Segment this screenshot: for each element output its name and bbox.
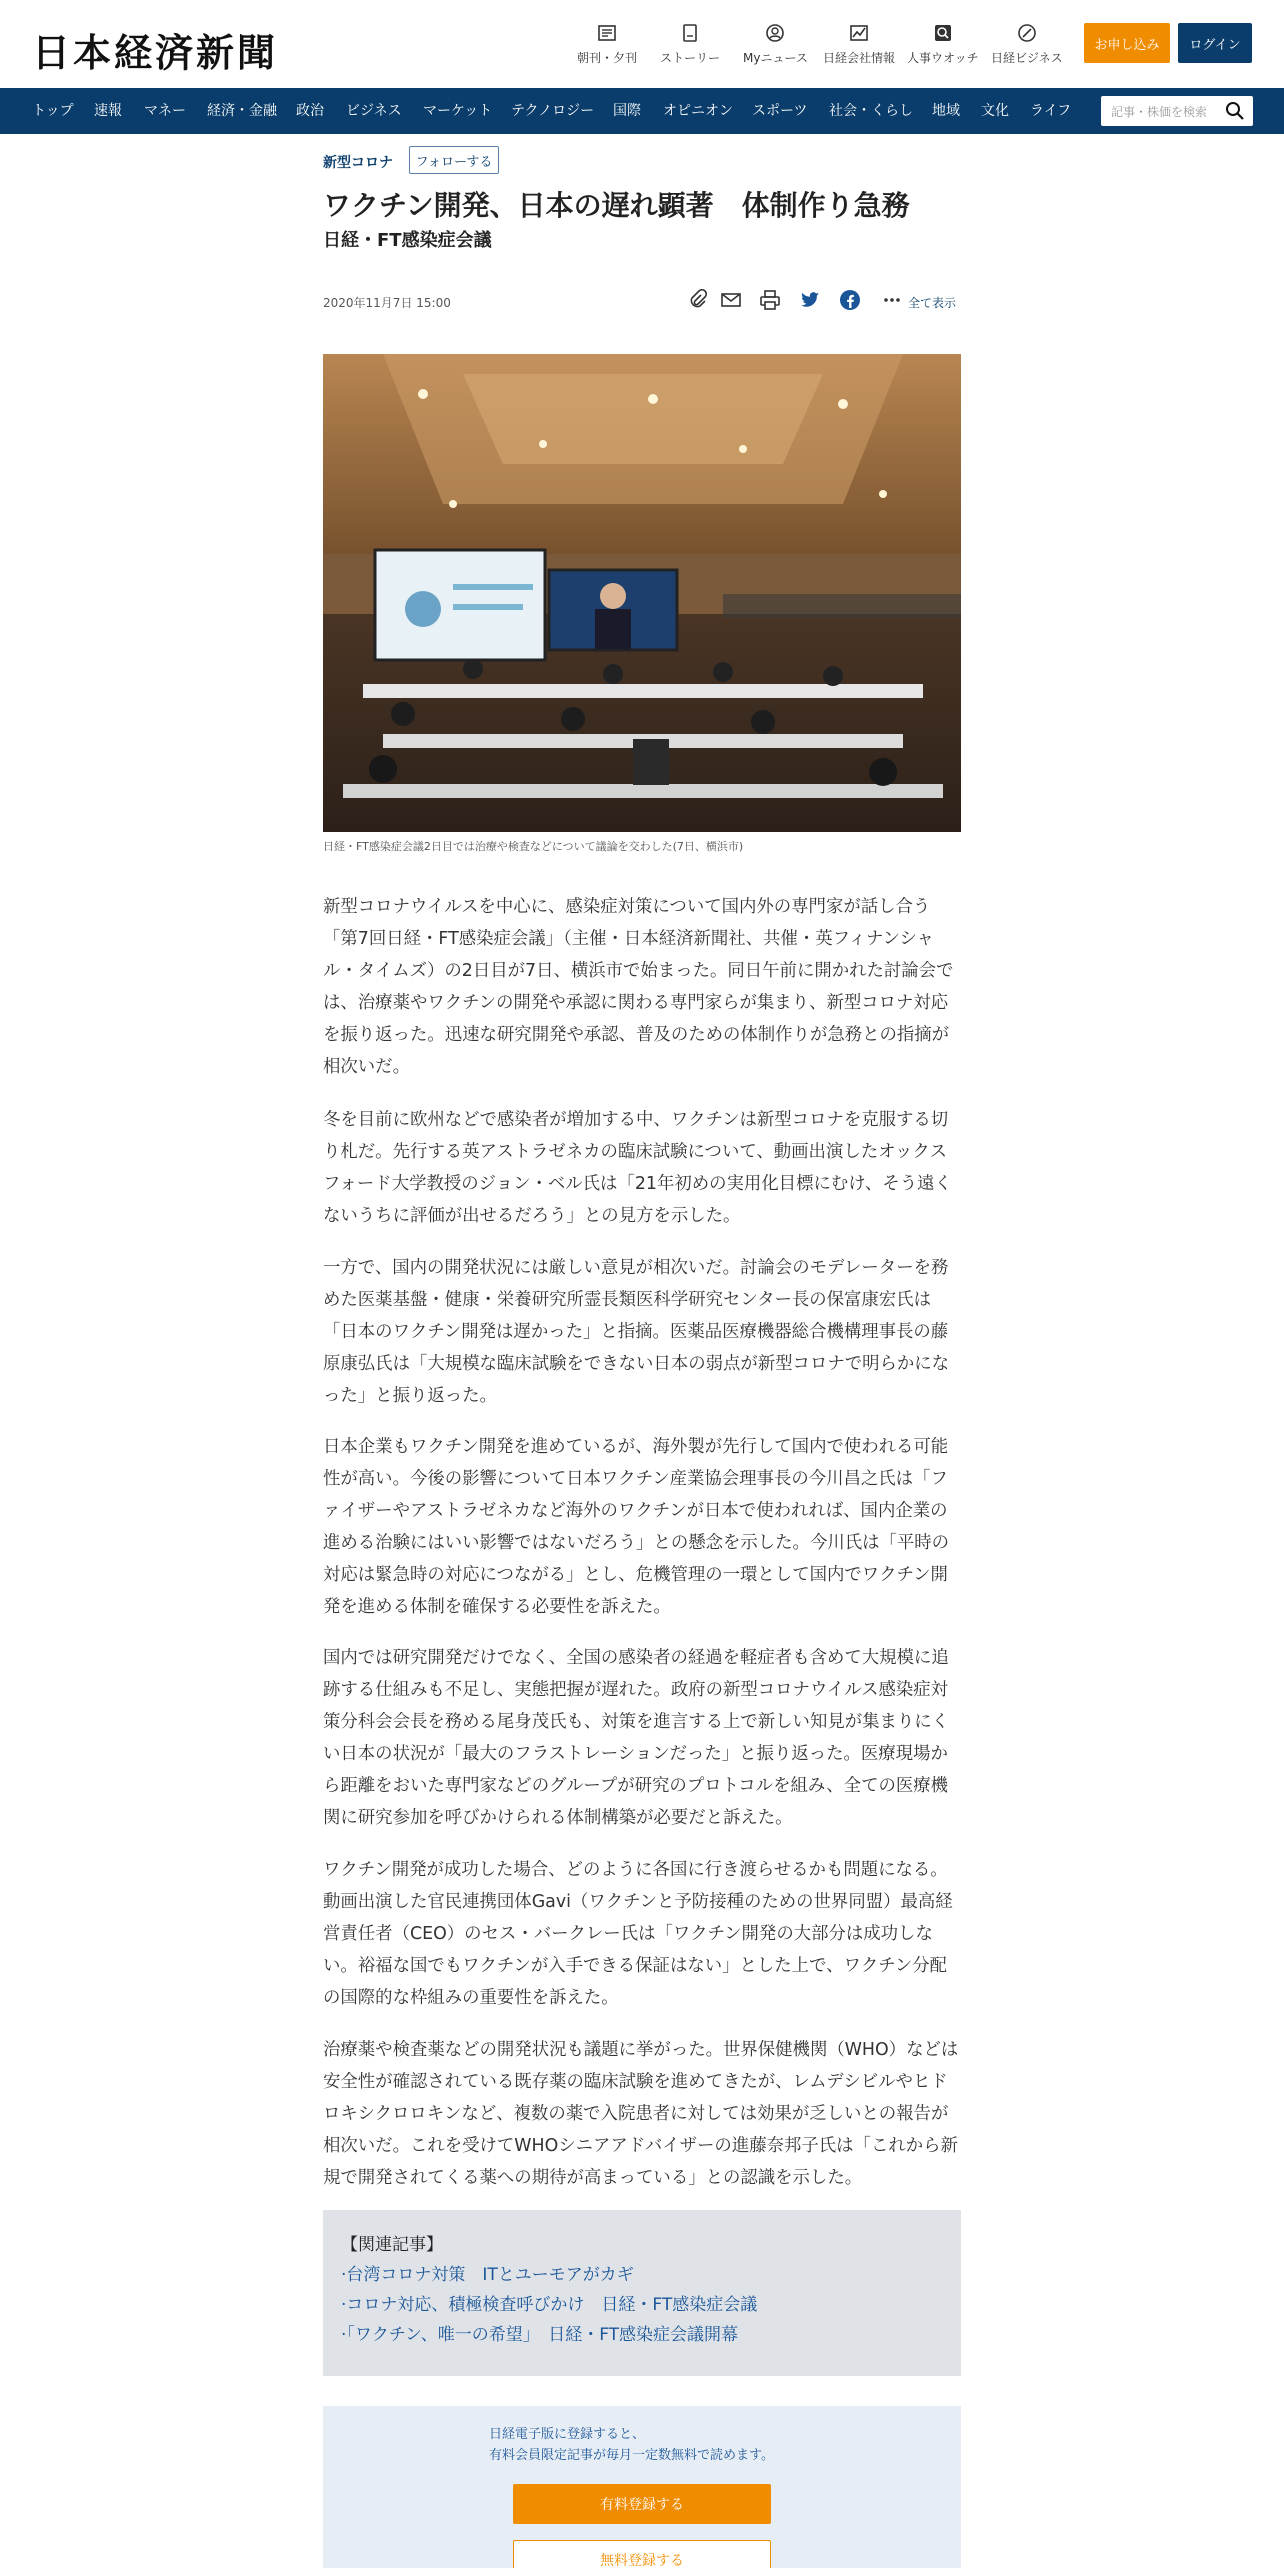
related-link[interactable]: ·「ワクチン、唯一の希望」 日経・FT感染症会議開幕 xyxy=(341,2325,739,2345)
user-icon xyxy=(764,22,786,44)
util-label: Myニュース xyxy=(743,51,808,65)
util-morning-evening[interactable] xyxy=(577,22,637,66)
nav-item-opinion[interactable]: オピニオン xyxy=(663,103,733,119)
util-label: 日経ビジネス xyxy=(991,51,1063,65)
article-paragraph: ワクチン開発が成功した場合、どのように各国に行き渡らせるかも問題になる。動画出演した官民連携団体Gavi（ワクチンと予防接種のための世界同盟）最高経営責任者（CEO）のセス・バークレー氏は「ワクチン開発の大部分は成功しない。裕福な国でもワクチンが入手できる保証はない」とした上で、ワクチン分配の国際的な枠組みの重要性を訴えた。 xyxy=(323,1860,953,2008)
nav-item-business[interactable]: ビジネス xyxy=(346,103,402,119)
article-paragraph: 国内では研究開発だけでなく、全国の感染者の経過を軽症者も含めて大規模に追跡する仕組みも不足し、実態把握が遅れた。政府の新型コロナウイルス感染症対策分科会会長を務める尾身茂氏も、対策を進言する上で新しい知見が集まりにくい日本の状況が「最大のフラストレーションだった」と振り返った。医療現場から距離をおいた専門家などのグループが研究のプロトコルを組み、全ての医療機関に研究参加を呼びかけられる体制構築が必要だと訴えた。 xyxy=(323,1648,950,1828)
apply-button[interactable]: お申し込み xyxy=(1084,23,1170,63)
compass-icon xyxy=(1016,22,1038,44)
related-link[interactable]: ·台湾コロナ対策 ITとユーモアがカギ xyxy=(341,2265,634,2285)
article-paragraph: 日本企業もワクチン開発を進めているが、海外製が先行して国内で使われる可能性が高い。今後の影響について日本ワクチン産業協会理事長の今川昌之氏は「ファイザーやアストラゼネカなど海外のワクチンが日本で使われれば、国内企業の進める治験にはいい影響ではないだろう」との懸念を示した。今川氏は「平時の対応は緊急時の対応につながる」とし、危機管理の一環として国内でワクチン開発を進める体制を確保する必要性を訴えた。 xyxy=(323,1437,950,1617)
article-title: ワクチン開発、日本の遅れ顕著 体制作り急務 xyxy=(323,189,910,222)
util-personnel-watch[interactable] xyxy=(907,22,979,66)
print-icon[interactable] xyxy=(758,288,782,312)
show-all-link[interactable]: 全て表示 xyxy=(908,296,957,310)
article-paragraph: 冬を目前に欧州などで感染者が増加する中、ワクチンは新型コロナを克服する切り札だ。先行する英アストラゼネカの臨床試験について、動画出演したオックスフォード大学教授のジョン・ベル氏は「21年初めの実用化目標にむけ、そう遠くないうちに評価が出せるだろう」との見方を示した。 xyxy=(323,1110,952,1226)
paywall-text xyxy=(489,2424,774,2466)
photo-caption: 日経・FT感染症会議2日目では治療や検査などについて議論を交わした(7日、横浜市) xyxy=(323,840,744,853)
nav-item-politics[interactable]: 政治 xyxy=(296,103,324,119)
nav-item-money[interactable]: マネー xyxy=(144,103,186,119)
related-heading: 【関連記事】 xyxy=(341,2235,443,2255)
main-nav xyxy=(0,88,1284,134)
util-my-news[interactable] xyxy=(743,22,808,66)
article-subtitle: 日経・FT感染症会議 xyxy=(323,230,492,251)
topic-label[interactable]: 新型コロナ xyxy=(323,155,393,171)
article-date: 2020年11月7日 15:00 xyxy=(323,296,451,310)
search-person-icon xyxy=(932,22,954,44)
nav-item-breaking[interactable]: 速報 xyxy=(94,103,122,119)
paywall-box xyxy=(323,2406,961,2568)
paywall-line: 日経電子版に登録すると、 xyxy=(489,2427,646,2442)
search-placeholder: 記事・株価を検索 xyxy=(1111,105,1208,119)
mail-icon[interactable] xyxy=(719,288,743,312)
site-header xyxy=(0,0,1284,88)
clip-icon[interactable] xyxy=(686,288,710,312)
util-label: 日経会社情報 xyxy=(823,51,896,65)
nav-item-international[interactable]: 国際 xyxy=(613,103,641,119)
facebook-icon[interactable] xyxy=(838,288,862,312)
paywall-line: 有料会員限定記事が毎月一定数無料で読めます。 xyxy=(489,2448,774,2463)
nav-item-economy[interactable]: 経済・金融 xyxy=(207,103,277,119)
related-articles xyxy=(323,2210,961,2376)
login-button[interactable]: ログイン xyxy=(1178,23,1252,63)
chart-icon xyxy=(848,22,870,44)
util-story[interactable] xyxy=(660,22,720,66)
util-label: 朝刊・夕刊 xyxy=(577,51,638,65)
util-label: ストーリー xyxy=(660,51,721,65)
nav-item-region[interactable]: 地域 xyxy=(932,103,960,119)
nav-item-culture[interactable]: 文化 xyxy=(981,103,1009,119)
more-icon[interactable] xyxy=(880,288,904,312)
story-icon xyxy=(679,22,701,44)
article-paragraph: 治療薬や検査薬などの開発状況も議題に挙がった。世界保健機関（WHO）などは安全性が確認されている既存薬の臨床試験を進めてきたが、レムデシビルやヒドロキシクロロキンなど、複数の薬で入院患者に対しては効果が乏しいとの報告が相次いだ。これを受けてWHOシニアアドバイザーの進藤奈邦子氏は「これから新規で開発されてくる薬への期待が高まっている」との認識を示した。 xyxy=(323,2040,959,2188)
nav-item-market[interactable]: マーケット xyxy=(423,103,493,119)
follow-button[interactable]: フォローする xyxy=(409,146,499,174)
related-link[interactable]: ·コロナ対応、積極検査呼びかけ 日経・FT感染症会議 xyxy=(341,2295,758,2315)
free-register-button[interactable]: 無料登録する xyxy=(513,2540,771,2568)
util-label: 人事ウオッチ xyxy=(907,51,979,65)
nav-item-life[interactable]: ライフ xyxy=(1030,103,1072,119)
search-input[interactable] xyxy=(1101,96,1253,126)
site-logo[interactable]: 日本経済新聞 xyxy=(32,30,279,75)
newspaper-icon xyxy=(596,22,618,44)
util-nikkei-business[interactable] xyxy=(991,22,1063,66)
nav-item-society[interactable]: 社会・くらし xyxy=(829,103,913,119)
article-paragraph: 一方で、国内の開発状況には厳しい意見が相次いだ。討論会のモデレーターを務めた医薬基盤・健康・栄養研究所霊長類医科学研究センター長の保富康宏氏は「日本のワクチン開発は遅かった」と指摘。医薬品医療機器総合機構理事長の藤原康弘氏は「大規模な臨床試験をできない日本の弱点が新型コロナで明らかになった」と振り返った。 xyxy=(323,1258,950,1406)
util-company-info[interactable] xyxy=(823,22,895,66)
article-photo xyxy=(323,354,961,832)
paid-register-button[interactable]: 有料登録する xyxy=(513,2484,771,2524)
nav-item-technology[interactable]: テクノロジー xyxy=(511,103,595,119)
search-icon[interactable] xyxy=(1225,101,1245,121)
nav-item-top[interactable]: トップ xyxy=(32,103,74,119)
article-paragraph: 新型コロナウイルスを中心に、感染症対策について国内外の専門家が話し合う「第7回日経・FT感染症会議」（主催・日本経済新聞社、共催・英フィナンシャル・タイムズ）の2日目が7日、横浜市で始まった。同日午前に開かれた討論会では、治療薬やワクチンの開発や承認に関わる専門家らが集まり、新型コロナ対応を振り返った。迅速な研究開発や承認、普及のための体制作りが急務との指摘が相次いだ。 xyxy=(323,897,954,1077)
twitter-icon[interactable] xyxy=(798,288,822,312)
nav-item-sports[interactable]: スポーツ xyxy=(752,103,808,119)
